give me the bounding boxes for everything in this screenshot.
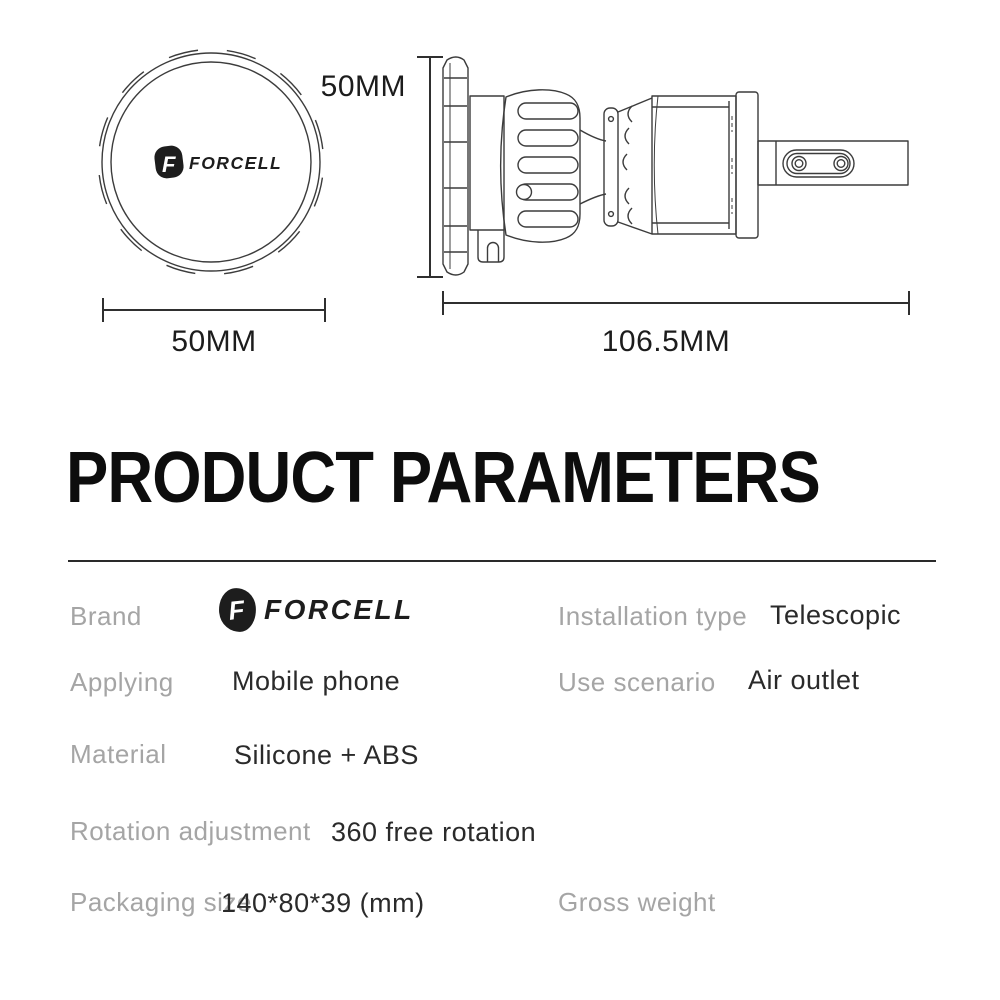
brand-wordmark: FORCELL: [189, 153, 283, 173]
side-view-finned-collar: [501, 90, 580, 242]
side-height-dimension: [321, 57, 443, 277]
spec-value-packaging-size: 140*80*39 (mm): [221, 888, 425, 918]
brand-logo-front: [153, 144, 282, 179]
spec-value-rotation-adjustment: 360 free rotation: [331, 817, 537, 847]
side-view-flange: [470, 96, 504, 262]
side-view-body: [652, 96, 736, 234]
brand-monogram: F: [227, 594, 246, 626]
side-height-label: 50MM: [320, 70, 406, 103]
side-view-pad-disc: [443, 57, 468, 275]
spec-label-rotation-adjustment: Rotation adjustment: [70, 816, 311, 846]
brand-wordmark: FORCELL: [264, 594, 414, 625]
side-length-dimension: [443, 291, 909, 358]
technical-drawing: [0, 0, 1000, 400]
side-length-label: 106.5MM: [601, 325, 731, 358]
side-view: [443, 57, 908, 275]
spec-label-applying: Applying: [70, 667, 174, 697]
front-width-dimension-line: [103, 298, 325, 322]
side-length-dimension-line: [443, 291, 909, 315]
side-view-cone: [618, 98, 652, 234]
brand-monogram: F: [162, 152, 176, 177]
side-view-cone-ring: [604, 108, 618, 226]
spec-label-use-scenario: Use scenario: [558, 667, 716, 697]
spec-label-installation-type: Installation type: [558, 601, 748, 631]
front-view: [84, 35, 338, 289]
side-view-clip-arm: [758, 141, 908, 185]
side-view-end-cap: [736, 92, 758, 238]
front-width-dimension: [103, 298, 325, 358]
front-width-label: 50MM: [171, 325, 257, 358]
spec-label-gross-weight: Gross weight: [558, 887, 716, 917]
brand-logo-mark: [217, 586, 258, 634]
spec-value-use-scenario: Air outlet: [748, 665, 860, 695]
side-height-dimension-line: [417, 57, 443, 277]
spec-label-packaging-size: Packaging size: [70, 887, 252, 917]
spec-value-material: Silicone + ABS: [234, 740, 419, 770]
spec-label-material: Material: [70, 739, 167, 769]
spec-label-brand: Brand: [70, 601, 142, 631]
page-title: PRODUCT PARAMETERS: [66, 438, 820, 518]
brand-logo-table: [219, 588, 414, 632]
spec-value-installation-type: Telescopic: [770, 600, 902, 630]
side-view-neck: [580, 130, 606, 204]
divider-line: [68, 560, 936, 562]
spec-value-applying: Mobile phone: [232, 666, 401, 696]
